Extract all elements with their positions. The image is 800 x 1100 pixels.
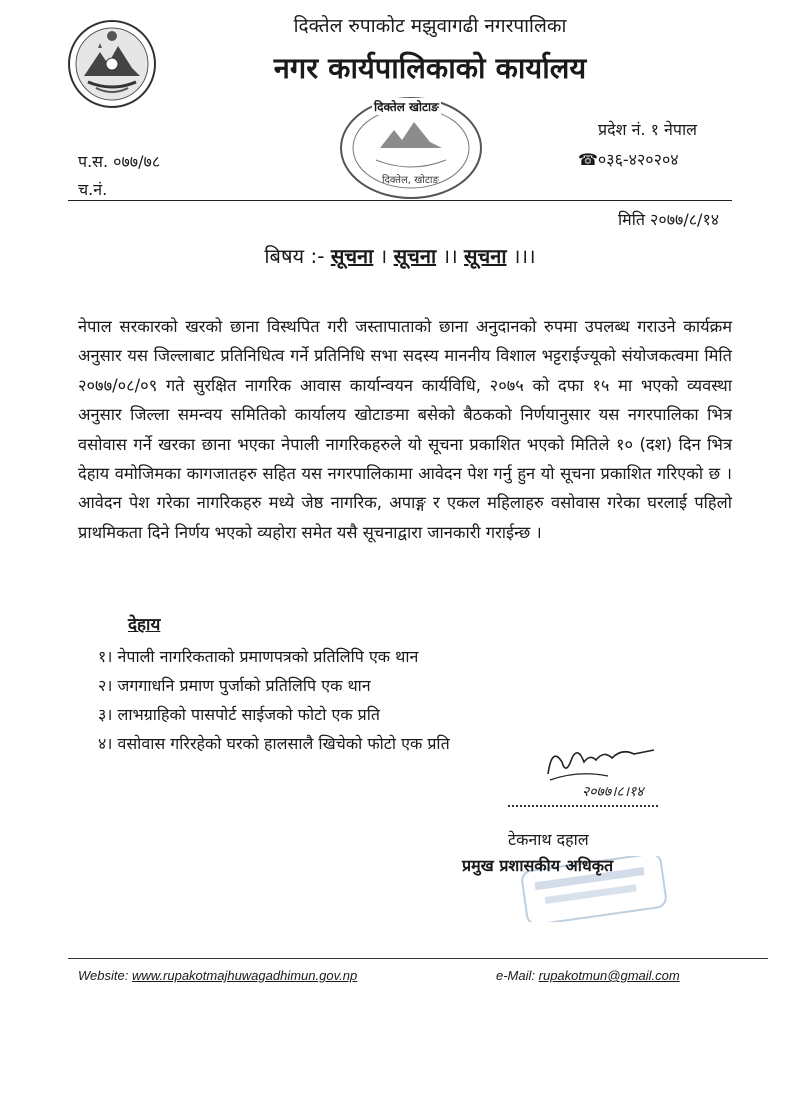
subject-word: सूचना	[464, 244, 507, 268]
seal-top-text: दिक्तेल खोटाङ	[374, 100, 439, 114]
seal-bottom-text: दिक्तेल, खोटाङ	[382, 175, 439, 186]
list-item: ३। लाभग्राहिको पासपोर्ट साईजको फोटो एक प्रति	[98, 705, 381, 724]
header-divider	[68, 200, 732, 201]
requirements-list	[98, 642, 450, 758]
signatory-title: प्रमुख प्रशासकीय अधिकृत	[462, 856, 614, 875]
list-item: ४। वसोवास गरिरहेको घरको हालसालै खिचेको फोटो एक प्रति	[98, 734, 450, 753]
signature-line	[508, 805, 658, 807]
subject-word: सूचना	[393, 244, 437, 268]
footer-divider	[68, 958, 768, 959]
subject-mark: ।	[379, 244, 388, 268]
body-paragraph: नेपाल सरकारको खरको छाना विस्थपित गरी जस्तापाताको छाना अनुदानको रुपमा उपलब्ध गराउने कार्यक्रम अनुसार यस जिल्लाबाट प्रतिनिधित्व गर्ने प्रतिनिधि सभा सदस्य माननीय विशाल भट्टराईज्यूको संयोजकत्वमा मिति २०७७/०८/०९ गते सुरक्षित नागरिक आवास कार्यान्वयन कार्यविधि, २०७५ को दफा १५ मा भएको व्यवस्था अनुसार जिल्ला समन्वय समितिको कार्यालय खोटाङमा बसेको बैठकको निर्णयानुसार यस नगरपालिका भित्र वसोवास गर्ने खरका छाना भएका नेपाली नागरिकहरुले यो सूचना प्रकाशित भएको मितिले १० (दश) दिन भित्र देहाय वमोजिमका कागजातहरु सहित यस नगरपालिकामा आवेदन पेश गर्नु हुन यो सूचना प्रकाशित गरिएको छ । आवेदन पेश गरेका नागरिकहरु मध्ये जेष्ठ नागरिक, अपाङ्ग र एकल महिलाहरु वसोवास गरेका घरलाई पहिलो प्राथमिकता दिने निर्णय भएको व्यहोरा समेत यसै सूचनाद्वारा जानकारी गराईन्छ ।	[78, 317, 732, 542]
requirements-title: देहाय	[128, 615, 161, 635]
signatory-name: टेकनाथ दहाल	[508, 830, 589, 849]
subject-word: सूचना	[330, 244, 374, 268]
dispatch-number: च.नं.	[78, 180, 108, 199]
notice-body	[78, 312, 732, 547]
province-label: प्रदेश नं. १ नेपाल	[598, 120, 697, 139]
subject-mark: ।।।	[512, 244, 536, 268]
email-link[interactable]: rupakotmun@gmail.com	[538, 968, 680, 983]
phone-number: ☎०३६-४२०२०४	[578, 150, 679, 169]
signature-date: २०७७।८।१४	[582, 784, 644, 800]
website-link[interactable]: www.rupakotmajhuwagadhimun.gov.np	[131, 968, 358, 983]
list-item: २। जगगाधनि प्रमाण पुर्जाको प्रतिलिपि एक थान	[98, 676, 371, 695]
notice-date: मिति २०७७/८/१४	[618, 210, 720, 229]
list-item: १। नेपाली नागरिकताको प्रमाणपत्रको प्रतिलिपि एक थान	[98, 647, 419, 666]
subject-line	[0, 242, 800, 269]
subject-mark: ।।	[442, 244, 458, 268]
fiscal-year-ref: प.स. ०७७/७८	[78, 152, 161, 171]
municipality-name: दिक्तेल रुपाकोट मझुवागढी नगरपालिका	[293, 15, 567, 37]
footer-email	[496, 968, 680, 983]
footer-website	[78, 968, 357, 983]
email-label: e-Mail:	[496, 968, 536, 983]
handwritten-signature	[538, 740, 678, 802]
website-label: Website:	[78, 968, 129, 983]
nepal-emblem-icon	[66, 18, 158, 110]
office-title: नगर कार्यपालिकाको कार्यालय	[273, 51, 587, 85]
subject-label: बिषय :-	[264, 244, 325, 268]
